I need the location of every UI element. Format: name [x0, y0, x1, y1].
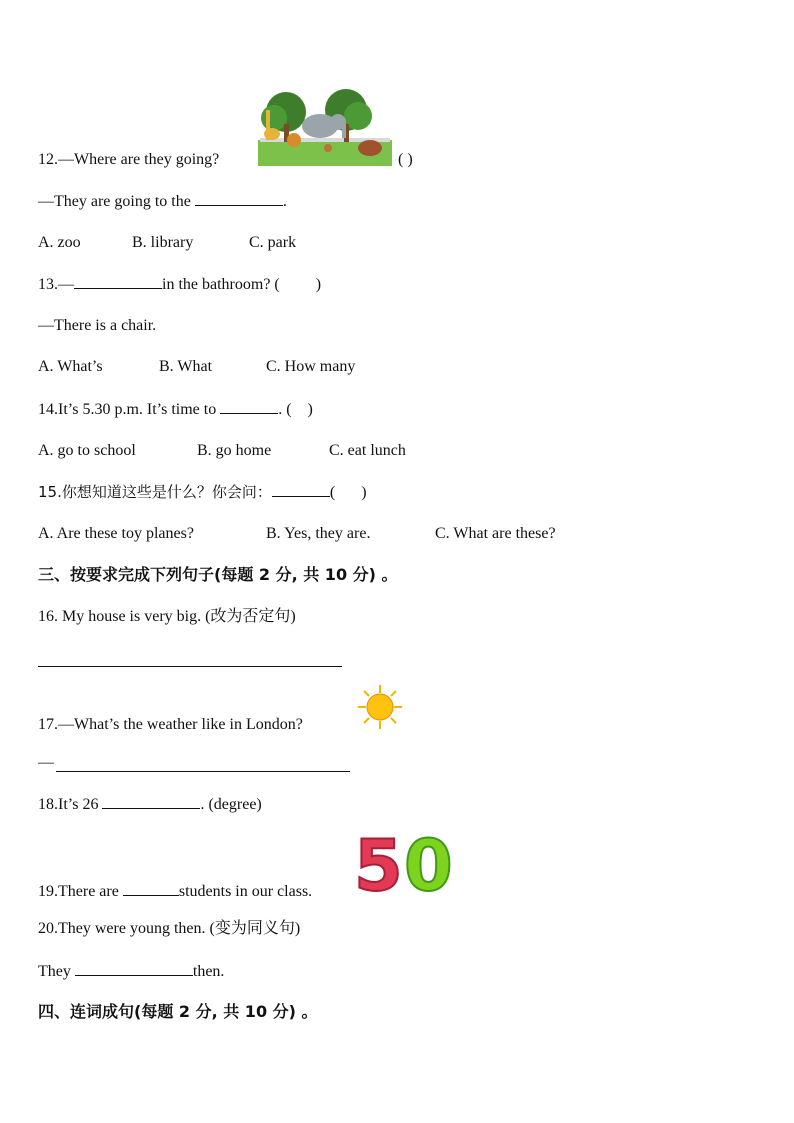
q20-answer-line: They then. — [38, 963, 225, 980]
q14-option-a[interactable]: A. go to school — [38, 442, 136, 459]
zoo-animals-picture — [258, 88, 392, 166]
q15-option-c[interactable]: C. What are these? — [435, 525, 556, 542]
q14-option-c[interactable]: C. eat lunch — [329, 442, 406, 459]
q13-answer: —There is a chair. — [38, 317, 157, 334]
q15-option-a[interactable]: A. Are these toy planes? — [38, 525, 194, 542]
q12-question: 12.—Where are they going? — [38, 151, 220, 168]
q18-blank[interactable] — [102, 794, 200, 809]
number-50-picture — [354, 828, 458, 900]
q14-blank[interactable] — [220, 399, 278, 414]
section-4-title: 四、连词成句(每题 2 分, 共 10 分) 。 — [38, 1002, 318, 1021]
q17-answer-blank[interactable] — [56, 771, 350, 772]
q16-answer-line[interactable] — [38, 666, 342, 667]
q13-option-a[interactable]: A. What’s — [38, 358, 103, 375]
q15-blank[interactable] — [272, 482, 330, 497]
q13-question: 13.— in the bathroom? ( ) — [38, 276, 322, 293]
q18-question: 18.It’s 26 . (degree) — [38, 796, 262, 813]
q20-blank[interactable] — [75, 961, 193, 976]
digit-five: 5 — [354, 828, 403, 900]
q12-option-a[interactable]: A. zoo — [38, 234, 81, 251]
q17-answer-line: — — [38, 754, 54, 771]
digit-zero: 0 — [404, 828, 453, 900]
q13-blank[interactable] — [74, 274, 162, 289]
q13-option-c[interactable]: C. How many — [266, 358, 356, 375]
q12-paren: ( ) — [398, 151, 413, 168]
q12-option-c[interactable]: C. park — [249, 234, 297, 251]
q17-question: 17.—What’s the weather like in London? — [38, 716, 303, 733]
q13-option-b[interactable]: B. What — [159, 358, 213, 375]
q14-option-b[interactable]: B. go home — [197, 442, 272, 459]
sun-icon — [357, 684, 403, 730]
q12-answer-line: —They are going to the . — [38, 193, 287, 210]
q19-blank[interactable] — [123, 881, 179, 896]
q15-question: 15.你想知道这些是什么？你会问： ( ) — [38, 483, 367, 501]
section-3-title: 三、按要求完成下列句子(每题 2 分, 共 10 分) 。 — [38, 565, 398, 584]
q12-option-b[interactable]: B. library — [132, 234, 194, 251]
q20-question: 20.They were young then. (变为同义句) — [38, 920, 301, 937]
q14-question: 14.It’s 5.30 p.m. It’s time to . ( ) — [38, 401, 313, 418]
q19-question: 19.There are students in our class. — [38, 883, 313, 900]
q16-question: 16. My house is very big. (改为否定句) — [38, 608, 296, 625]
q15-option-b[interactable]: B. Yes, they are. — [266, 525, 371, 542]
q12-answer-blank[interactable] — [195, 191, 283, 206]
